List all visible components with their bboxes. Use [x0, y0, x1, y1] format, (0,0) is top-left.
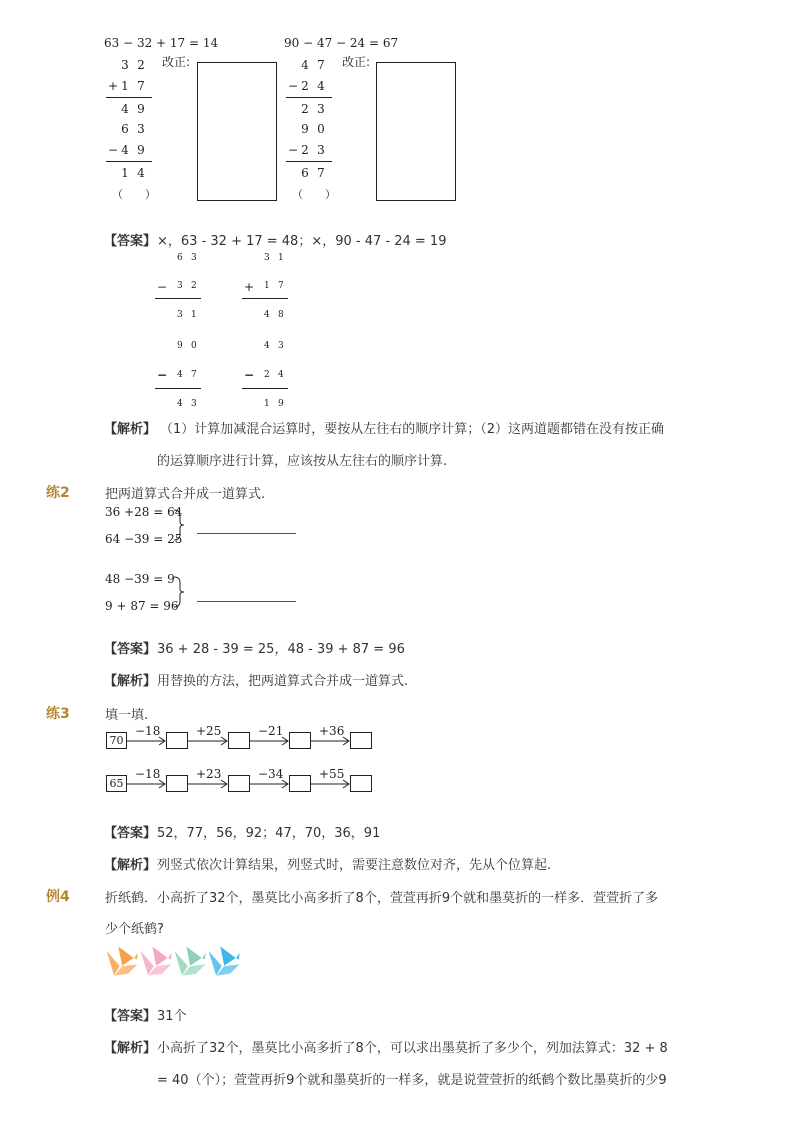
p3-answer-tag: 【答案】 — [104, 826, 157, 841]
digit: 7 — [317, 166, 325, 180]
digit: 1 — [264, 399, 270, 409]
practice3-prompt: 填一填. — [105, 708, 149, 723]
digit: 3 — [177, 310, 183, 320]
operation-label: +23 — [196, 767, 222, 781]
analysis1-line1: （1）计算加减混合运算时，要按从左往右的顺序计算；（2）这两道题都错在没有按正确 — [160, 422, 665, 437]
digit: 9 — [177, 341, 183, 351]
operation-label: −18 — [135, 724, 161, 738]
digit: 1 — [121, 166, 129, 180]
practice2-prompt: 把两道算式合并成一道算式. — [105, 487, 266, 502]
p2-group2-eq2: 9 + 87 = 96 — [105, 599, 179, 613]
digit: 1 — [191, 310, 197, 320]
digit: 7 — [278, 281, 284, 291]
digit: 1 — [121, 79, 129, 93]
sum-line — [106, 97, 152, 98]
operator-sign: − — [157, 280, 168, 294]
answer-box[interactable] — [166, 732, 188, 749]
e4-analysis-line2: = 40（个）；萱萱再折9个就和墨莫折的一样多，就是说萱萱折的纸鹤个数比墨莫折的少9 — [157, 1073, 667, 1088]
answer-box[interactable] — [289, 732, 311, 749]
e4-answer-tag: 【答案】 — [104, 1009, 157, 1024]
p2-answer: 36 + 28 - 39 = 25，48 - 39 + 87 = 96 — [157, 642, 405, 657]
p2-group2-brace — [172, 575, 188, 609]
digit: 3 — [317, 102, 325, 116]
digit: 3 — [121, 58, 129, 72]
operation-label: +36 — [319, 724, 345, 738]
p3-answer: 52，77，56，92；47，70，36，91 — [157, 826, 381, 841]
answer-box[interactable] — [350, 732, 372, 749]
digit: 1 — [278, 253, 284, 263]
sum-line — [286, 161, 332, 162]
operator-sign: + — [107, 79, 119, 93]
left-equation: 63 − 32 + 17 = 14 — [104, 36, 219, 50]
operator-sign: − — [287, 79, 299, 93]
e4-analysis-tag: 【解析】 — [104, 1041, 157, 1056]
p2-answer-line-1[interactable] — [197, 533, 296, 534]
answer-box[interactable] — [350, 775, 372, 792]
digit: 0 — [317, 122, 325, 136]
digit: 9 — [137, 102, 145, 116]
example4-line2: 少个纸鹤? — [105, 922, 164, 937]
sum-line — [242, 298, 288, 299]
judgement-blank: （ ） — [112, 188, 156, 201]
p2-analysis: 用替换的方法，把两道算式合并成一道算式. — [157, 674, 409, 689]
digit: 7 — [191, 370, 197, 380]
digit: 3 — [317, 143, 325, 157]
sum-line — [155, 388, 201, 389]
answer-box[interactable] — [228, 732, 250, 749]
paper-crane-icon — [172, 944, 208, 978]
digit: 4 — [121, 102, 129, 116]
digit: 8 — [278, 310, 284, 320]
digit: 3 — [177, 281, 183, 291]
digit: 4 — [177, 370, 183, 380]
p2-group1-eq2: 64 −39 = 25 — [105, 532, 183, 546]
digit: 6 — [121, 122, 129, 136]
digit: 7 — [137, 79, 145, 93]
example4-label: 例4 — [46, 889, 70, 905]
operator-sign: − — [157, 368, 168, 382]
analysis1-line2: 的运算顺序进行计算，应该按从左往右的顺序计算. — [157, 454, 448, 469]
digit: 1 — [264, 281, 270, 291]
p2-answer-line-2[interactable] — [197, 601, 296, 602]
digit: 7 — [317, 58, 325, 72]
p2-analysis-tag: 【解析】 — [104, 674, 157, 689]
sum-line — [155, 298, 201, 299]
p2-group1-eq1: 36 +28 = 64 — [105, 505, 183, 519]
digit: 4 — [264, 341, 270, 351]
digit: 2 — [264, 370, 270, 380]
digit: 4 — [301, 58, 309, 72]
sum-line — [286, 97, 332, 98]
digit: 6 — [177, 253, 183, 263]
answer-box[interactable] — [289, 775, 311, 792]
operator-sign: − — [244, 368, 255, 382]
digit: 3 — [191, 253, 197, 263]
digit: 9 — [278, 399, 284, 409]
operator-sign: − — [107, 143, 119, 157]
paper-crane-icon — [206, 944, 242, 978]
operation-label: −18 — [135, 767, 161, 781]
digit: 2 — [301, 143, 309, 157]
digit: 4 — [177, 399, 183, 409]
operation-label: −21 — [258, 724, 284, 738]
digit: 2 — [301, 79, 309, 93]
digit: 2 — [191, 281, 197, 291]
judgement-blank: （ ） — [292, 188, 336, 201]
example4-line1: 折纸鹤．小高折了32个，墨莫比小高多折了8个，萱萱再折9个就和墨莫折的一样多．萱萱折了多 — [105, 891, 659, 906]
digit: 4 — [317, 79, 325, 93]
right-correction-box[interactable] — [376, 62, 456, 201]
operation-label: −34 — [258, 767, 284, 781]
digit: 4 — [264, 310, 270, 320]
left-correction-box[interactable] — [197, 62, 277, 201]
paper-crane-icon — [104, 944, 140, 978]
digit: 4 — [137, 166, 145, 180]
sum-line — [106, 161, 152, 162]
answer-box[interactable] — [166, 775, 188, 792]
p2-answer-tag: 【答案】 — [104, 642, 157, 657]
operation-label: +55 — [319, 767, 345, 781]
p2-group1-brace — [172, 508, 188, 542]
right-equation: 90 − 47 − 24 = 67 — [284, 36, 399, 50]
paper-crane-icon — [138, 944, 174, 978]
p3-analysis-tag: 【解析】 — [104, 858, 157, 873]
answer1-text: ×，63 - 32 + 17 = 48；×，90 - 47 - 24 = 19 — [157, 234, 447, 249]
digit: 9 — [137, 143, 145, 157]
operation-label: +25 — [196, 724, 222, 738]
p3-analysis: 列竖式依次计算结果，列竖式时，需要注意数位对齐，先从个位算起. — [157, 858, 552, 873]
start-number-box: 65 — [106, 775, 127, 792]
sum-line — [242, 388, 288, 389]
analysis1-tag: 【解析】 — [104, 422, 157, 437]
digit: 2 — [137, 58, 145, 72]
digit: 0 — [191, 341, 197, 351]
digit: 3 — [137, 122, 145, 136]
p2-group2-eq1: 48 −39 = 9 — [105, 572, 175, 586]
digit: 6 — [301, 166, 309, 180]
practice3-label: 练3 — [46, 706, 70, 722]
operator-sign: − — [287, 143, 299, 157]
digit: 3 — [278, 341, 284, 351]
operator-sign: + — [244, 280, 255, 294]
digit: 9 — [301, 122, 309, 136]
right-correct-label: 改正: — [342, 55, 371, 69]
digit: 4 — [121, 143, 129, 157]
digit: 2 — [301, 102, 309, 116]
answer-box[interactable] — [228, 775, 250, 792]
e4-answer: 31个 — [157, 1009, 187, 1024]
digit: 3 — [264, 253, 270, 263]
answer1-tag: 【答案】 — [104, 234, 157, 249]
digit: 4 — [278, 370, 284, 380]
e4-analysis-line1: 小高折了32个，墨莫比小高多折了8个，可以求出墨莫折了多少个，列加法算式：32 + 8 — [157, 1041, 668, 1056]
practice2-label: 练2 — [46, 485, 70, 501]
start-number-box: 70 — [106, 732, 127, 749]
left-correct-label: 改正: — [162, 55, 191, 69]
digit: 3 — [191, 399, 197, 409]
